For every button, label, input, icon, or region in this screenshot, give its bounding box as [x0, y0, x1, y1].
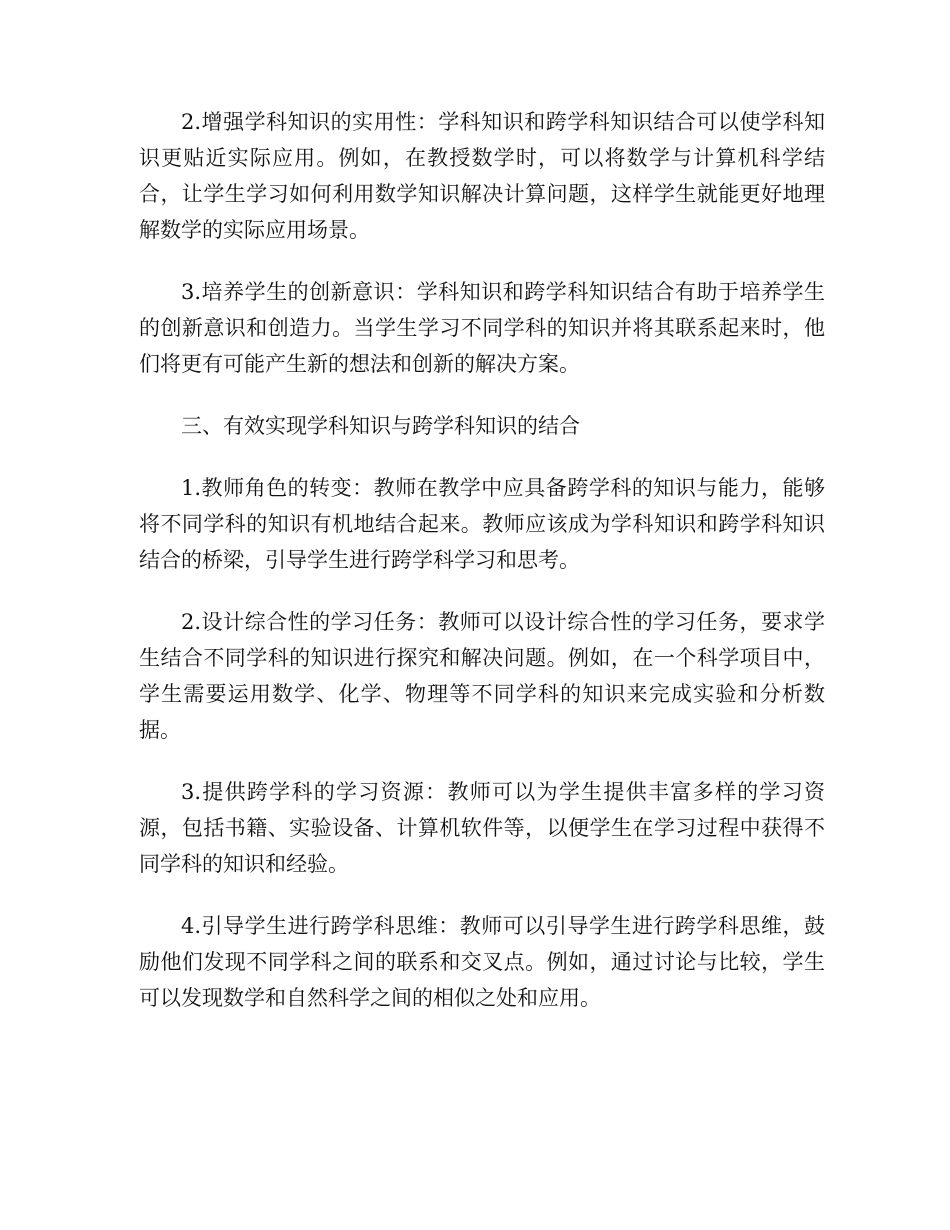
paragraph-cross-thinking: 4.引导学生进行跨学科思维：教师可以引导学生进行跨学科思维，鼓励他们发现不同学科之间的联系和交叉点。例如，通过讨论与比较，学生可以发现数学和自然科学之间的相似之处和应用。 — [139, 914, 825, 1010]
paragraph-learning-tasks: 2.设计综合性的学习任务：教师可以设计综合性的学习任务，要求学生结合不同学科的知识进行探究和解决问题。例如，在一个科学项目中，学生需要运用数学、化学、物理等不同学科的知识来完成实验和分析数据。 — [139, 610, 825, 742]
paragraph-learning-resources: 3.提供跨学科的学习资源：教师可以为学生提供丰富多样的学习资源，包括书籍、实验设备、计算机软件等，以便学生在学习过程中获得不同学科的知识和经验。 — [139, 780, 825, 876]
paragraph-practicality: 2.增强学科知识的实用性：学科知识和跨学科知识结合可以使学科知识更贴近实际应用。例如，在教授数学时，可以将数学与计算机科学结合，让学生学习如何利用数学知识解决计算问题，这样学生就能更好地理解数学的实际应用场景。 — [139, 110, 825, 242]
paragraph-innovation: 3.培养学生的创新意识：学科知识和跨学科知识结合有助于培养学生的创新意识和创造力。当学生学习不同学科的知识并将其联系起来时，他们将更有可能产生新的想法和创新的解决方案。 — [139, 280, 825, 376]
document-body — [139, 104, 825, 1042]
section-heading-3: 三、有效实现学科知识与跨学科知识的结合 — [181, 414, 580, 438]
paragraph-teacher-role: 1.教师角色的转变：教师在教学中应具备跨学科的知识与能力，能够将不同学科的知识有机地结合起来。教师应该成为学科知识和跨学科知识结合的桥梁，引导学生进行跨学科学习和思考。 — [139, 476, 825, 572]
